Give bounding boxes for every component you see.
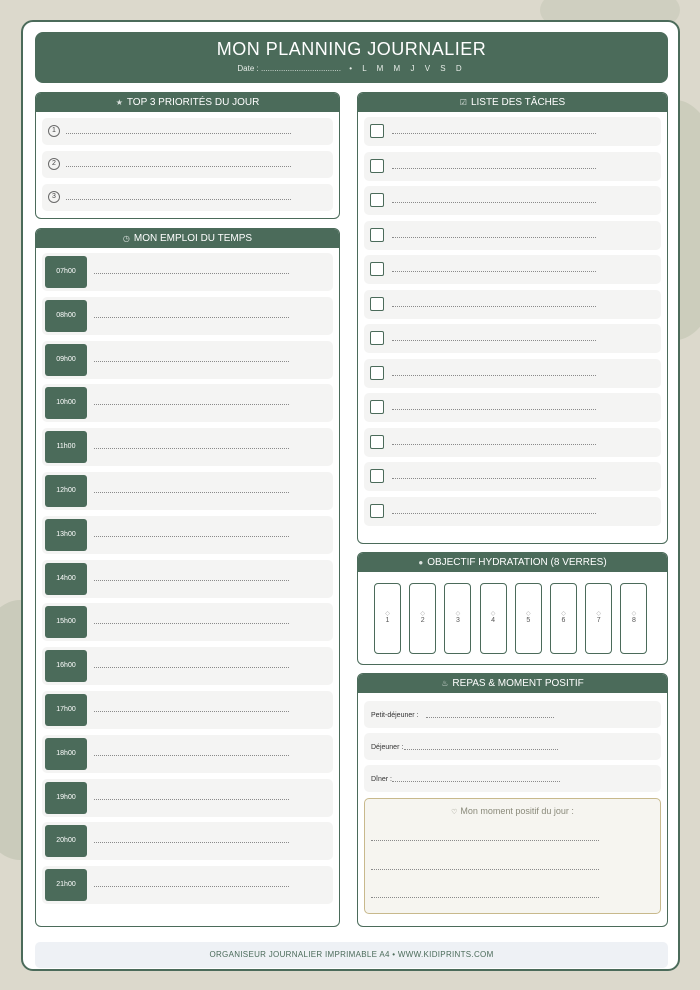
schedule-row[interactable] [42,297,333,335]
schedule-title: ◷ MON EMPLOI DU TEMPS [36,229,339,248]
task-writing-line[interactable] [392,375,596,376]
utensils-icon: ♨ [441,679,449,688]
schedule-row[interactable] [42,341,333,379]
glass-icon: ◇ [631,611,637,617]
writing-line [404,749,558,750]
task-checkbox[interactable] [370,331,384,345]
task-writing-line[interactable] [392,444,596,445]
meals-card [357,673,668,927]
hydration-title: ● OBJECTIF HYDRATATION (8 VERRES) [358,553,667,572]
heart-icon: ♡ [451,809,458,816]
task-checkbox[interactable] [370,366,384,380]
positive-moment-title: ♡ Mon moment positif du jour : [451,806,574,816]
time-label: 17h00 [45,694,87,726]
writing-line [94,842,289,843]
time-label: 12h00 [45,475,87,507]
checklist-icon: ☑ [459,98,467,107]
priorities-card [35,92,340,219]
writing-line [94,623,289,624]
writing-line [371,869,599,870]
writing-line [371,897,599,898]
water-glass[interactable] [585,583,612,654]
task-writing-line[interactable] [392,478,596,479]
task-checkbox[interactable] [370,262,384,276]
schedule-row[interactable] [42,253,333,291]
glass-icon: ◇ [596,611,601,617]
meal-row-lunch[interactable] [364,733,661,760]
glass-number: 8 [631,617,636,624]
task-row [364,117,661,146]
schedule-row[interactable] [42,560,333,598]
priority-row[interactable] [42,184,333,211]
task-checkbox[interactable] [370,435,384,449]
priority-row[interactable] [42,118,333,145]
glass-icon: ◇ [490,611,496,617]
glass-number: 6 [561,617,566,624]
hydration-card [357,552,668,665]
dinner-label: Dîner : [371,776,393,783]
water-glass[interactable] [620,583,647,654]
schedule-row[interactable] [42,384,333,422]
time-label: 14h00 [45,563,87,595]
day-thursday[interactable]: J [410,64,419,73]
water-glass[interactable] [409,583,436,654]
task-row [364,290,661,319]
task-row [364,324,661,353]
task-row [364,359,661,388]
time-label: 15h00 [45,606,87,638]
day-saturday[interactable]: S [440,64,450,73]
water-drop-icon: ● [418,558,424,567]
task-checkbox[interactable] [370,228,384,242]
task-writing-line[interactable] [392,168,596,169]
priority-number: 2 [48,158,60,170]
weekday-selector [349,64,465,73]
glass-icon: ◇ [561,611,566,617]
glass-number: 7 [596,617,601,624]
time-label: 08h00 [45,300,87,332]
day-tuesday[interactable]: M [376,64,388,73]
task-row [364,152,661,181]
task-checkbox[interactable] [370,469,384,483]
lunch-label: Déjeuner : [371,744,404,751]
glass-number: 1 [385,617,390,624]
glass-number: 5 [526,617,531,624]
task-writing-line[interactable] [392,271,596,272]
task-row [364,186,661,215]
writing-line [66,133,291,134]
task-row [364,428,661,457]
time-label: 11h00 [45,431,87,463]
schedule-row[interactable] [42,735,333,773]
writing-line [94,711,289,712]
glass-icon: ◇ [455,611,461,617]
writing-line [94,799,289,800]
water-glass[interactable] [444,583,471,654]
priority-row[interactable] [42,151,333,178]
writing-line [426,717,554,718]
writing-line [94,448,289,449]
page-footer: ORGANISEUR JOURNALIER IMPRIMABLE A4 • WWW.KIDIPRINTS.COM [35,942,668,968]
meal-row-dinner[interactable] [364,765,661,792]
time-label: 07h00 [45,256,87,288]
date-row [35,64,668,73]
task-checkbox[interactable] [370,193,384,207]
schedule-row[interactable] [42,822,333,860]
writing-line [94,404,289,405]
page-title: MON PLANNING JOURNALIER [216,39,487,59]
writing-line [392,781,560,782]
writing-line [371,840,599,841]
task-row [364,393,661,422]
writing-line [94,755,289,756]
priorities-title: ★ TOP 3 PRIORITÉS DU JOUR [36,93,339,112]
task-row [364,221,661,250]
writing-line [94,361,289,362]
meals-title: ♨ REPAS & MOMENT POSITIF [358,674,667,693]
planner-page [21,20,680,971]
priority-number: 3 [48,191,60,203]
breakfast-label: Petit-déjeuner : [371,712,419,719]
writing-line [94,886,289,887]
schedule-row[interactable] [42,428,333,466]
water-glass[interactable] [515,583,542,654]
writing-line [94,580,289,581]
clock-icon: ◷ [122,234,130,243]
day-wednesday[interactable]: M [393,64,405,73]
writing-line [66,166,291,167]
task-writing-line[interactable] [392,306,596,307]
glass-number: 3 [455,617,460,624]
glass-icon: ◇ [420,611,425,617]
task-checkbox[interactable] [370,400,384,414]
schedule-row[interactable] [42,516,333,554]
time-label: 18h00 [45,738,87,770]
schedule-card [35,228,340,927]
water-glass[interactable] [374,583,401,654]
time-label: 19h00 [45,782,87,814]
writing-line [94,492,289,493]
schedule-row[interactable] [42,603,333,641]
writing-line [94,667,289,668]
water-glass[interactable] [550,583,577,654]
time-label: 21h00 [45,869,87,901]
time-label: 09h00 [45,344,87,376]
day-friday[interactable]: V [424,64,435,73]
task-writing-line[interactable] [392,513,596,514]
glass-number: 2 [420,617,425,624]
positive-moment-box[interactable] [364,798,661,914]
bullet: • [349,64,357,73]
time-label: 16h00 [45,650,87,682]
time-label: 10h00 [45,387,87,419]
task-checkbox[interactable] [370,159,384,173]
writing-line [66,199,291,200]
glass-number: 4 [491,617,496,624]
star-icon: ★ [115,98,123,107]
writing-line [94,317,289,318]
schedule-row[interactable] [42,691,333,729]
schedule-row[interactable] [42,472,333,510]
task-writing-line[interactable] [392,202,596,203]
task-row [364,497,661,526]
page-header [35,32,668,83]
task-checkbox[interactable] [370,297,384,311]
schedule-row[interactable] [42,779,333,817]
task-writing-line[interactable] [392,237,596,238]
schedule-row[interactable] [42,647,333,685]
time-label: 13h00 [45,519,87,551]
glass-icon: ◇ [525,611,531,617]
writing-line [94,536,289,537]
task-checkbox[interactable] [370,124,384,138]
date-field[interactable]: Date : .................................... [237,64,341,73]
water-glass[interactable] [480,583,507,654]
task-row [364,255,661,284]
writing-line [94,273,289,274]
task-writing-line[interactable] [392,409,596,410]
task-writing-line[interactable] [392,340,596,341]
task-row [364,462,661,491]
time-label: 20h00 [45,825,87,857]
day-monday[interactable]: L [362,64,371,73]
schedule-row[interactable] [42,866,333,904]
tasks-card [357,92,668,544]
task-checkbox[interactable] [370,504,384,518]
day-sunday[interactable]: D [455,64,466,73]
meal-row-breakfast[interactable] [364,701,661,728]
tasks-title: ☑ LISTE DES TÂCHES [358,93,667,112]
priority-number: 1 [48,125,60,137]
task-writing-line[interactable] [392,133,596,134]
glass-icon: ◇ [385,611,390,617]
